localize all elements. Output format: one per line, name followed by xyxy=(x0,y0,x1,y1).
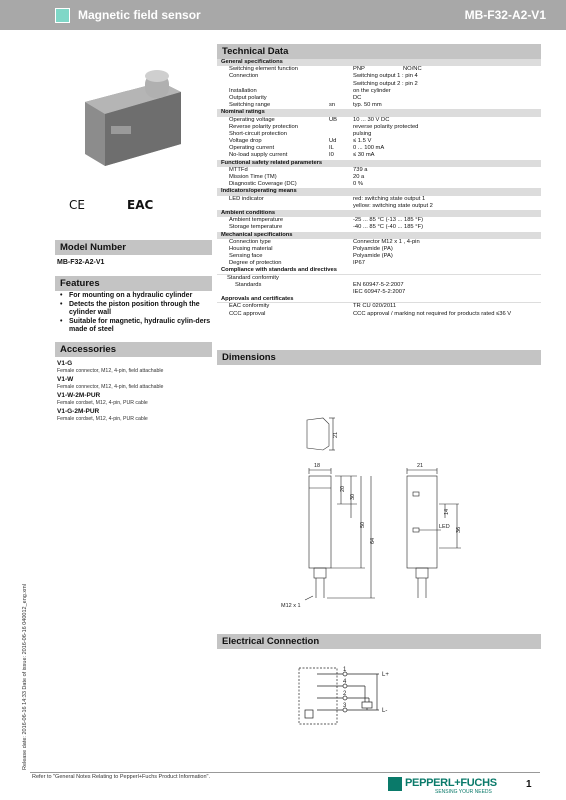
spec-row xyxy=(217,181,541,188)
spec-row xyxy=(217,303,541,310)
spec-group-heading: Indicators/operating means xyxy=(217,188,541,195)
spec-value: -40 ... 85 °C (-40 ... 185 °F) xyxy=(353,224,424,231)
spec-value: IEC 60947-5-2:2007 xyxy=(353,289,406,295)
accessory-name: V1-G xyxy=(57,360,73,367)
spec-row xyxy=(217,275,541,282)
spec-row xyxy=(217,95,541,102)
dim-50: 50 xyxy=(360,521,366,528)
spec-value: Polyamide (PA) xyxy=(353,245,393,252)
spec-label: Reverse polarity protection xyxy=(229,123,298,130)
spec-row xyxy=(217,66,541,73)
feature-item: • Suitable for magnetic, hydraulic cylin-ders made of steel xyxy=(57,318,212,335)
spec-value: typ. 50 mm xyxy=(353,102,382,109)
spec-label: Operating voltage xyxy=(229,116,275,123)
electrical-connection-heading: Electrical Connection xyxy=(217,634,541,649)
spec-value: CCC approval / marking not required for products rated ≤36 V xyxy=(353,310,512,317)
dim-21a: 21 xyxy=(333,431,339,438)
spec-label: Connection type xyxy=(229,238,271,245)
brand-logo xyxy=(388,777,500,793)
spec-value: IP67 xyxy=(353,260,365,267)
spec-label: Ambient temperature xyxy=(229,217,284,224)
pin-label: 4 xyxy=(343,679,347,685)
spec-label: Output polarity xyxy=(229,94,267,101)
dim-led: LED xyxy=(439,524,450,530)
dim-14: 14 xyxy=(444,508,450,515)
spec-label: CCC approval xyxy=(229,310,266,317)
accessory-desc: Female connector, M12, 4-pin, field attachable xyxy=(57,383,164,390)
spec-group-heading: Mechanical specifications xyxy=(217,232,541,239)
spec-value: EN 60947-5-2:2007 xyxy=(353,281,404,288)
product-photo xyxy=(71,62,191,172)
dimensions-heading: Dimensions xyxy=(217,350,541,365)
spec-label: Standards xyxy=(235,281,262,288)
spec-value: Polyamide (PA) xyxy=(353,253,393,260)
spec-symbol: IL xyxy=(329,145,334,152)
ce-mark: CE xyxy=(69,198,85,212)
technical-data-table xyxy=(217,59,541,318)
spec-label: No-load supply current xyxy=(229,152,288,159)
spec-value: TR CU 020/2011 xyxy=(353,303,397,310)
spec-row xyxy=(217,117,541,124)
accessory-name: V1-W xyxy=(57,376,74,383)
spec-value: Switching output 1 : pin 4 xyxy=(353,73,418,80)
spec-label: Short-circuit protection xyxy=(229,130,287,137)
spec-row xyxy=(217,253,541,260)
brand-name: PEPPERL+FUCHS xyxy=(405,777,497,789)
spec-label: Mission Time (TM) xyxy=(229,174,277,180)
page-header xyxy=(0,0,566,30)
product-category: Magnetic field sensor xyxy=(78,8,201,22)
spec-row xyxy=(217,282,541,289)
spec-value: PNP xyxy=(353,66,365,73)
brand-logo-icon xyxy=(388,777,402,791)
pin-label: 1 xyxy=(343,667,347,673)
footer-divider xyxy=(30,772,540,773)
dim-20: 20 xyxy=(340,485,346,492)
model-number: MB-F32-A2-V1 xyxy=(57,259,105,266)
spec-value: ≤ 1.5 V xyxy=(353,138,372,145)
accessory-desc: Female cordset, M12, 4-pin, PUR cable xyxy=(57,415,148,422)
spec-row xyxy=(217,174,541,181)
spec-row xyxy=(217,124,541,131)
spec-value: red: switching state output 1 xyxy=(353,195,426,202)
spec-label: Switching range xyxy=(229,102,271,109)
accessories-heading: Accessories xyxy=(55,342,212,357)
lminus-label: L- xyxy=(382,708,388,714)
dim-thread: M12 x 1 xyxy=(281,603,301,609)
spec-row xyxy=(217,289,541,296)
features-heading: Features xyxy=(55,276,212,291)
eac-mark: EAC xyxy=(127,198,154,212)
spec-group-heading: Approvals and certificates xyxy=(217,296,541,303)
wiring-diagram xyxy=(287,662,427,730)
header-square-icon xyxy=(55,8,70,23)
page-number: 1 xyxy=(526,779,532,790)
spec-value: 739 a xyxy=(353,166,368,173)
spec-label: Storage temperature xyxy=(229,224,283,231)
spec-group-heading: Ambient conditions xyxy=(217,210,541,217)
accessory-name: V1-G-2M-PUR xyxy=(57,408,100,415)
spec-label: Degree of protection xyxy=(229,260,282,267)
dimensions-drawing xyxy=(217,368,541,628)
feature-item: • For mounting on a hydraulic cylinder xyxy=(57,292,212,301)
accessory-name: V1-W-2M-PUR xyxy=(57,392,101,399)
spec-group-heading: Nominal ratings xyxy=(217,109,541,116)
spec-row xyxy=(217,131,541,138)
accessory-desc: Female connector, M12, 4-pin, field attachable xyxy=(57,367,164,374)
spec-group-heading: General specifications xyxy=(217,59,541,66)
spec-symbol: sn xyxy=(329,102,336,109)
spec-label: Installation xyxy=(229,87,257,94)
spec-group-heading: Functional safety related parameters xyxy=(217,160,541,167)
accessory-desc: Female cordset, M12, 4-pin, PUR cable xyxy=(57,399,148,406)
spec-row xyxy=(217,73,541,80)
spec-value: Switching output 2 : pin 2 xyxy=(353,80,418,87)
spec-value: pulsing xyxy=(353,130,372,137)
spec-symbol: UB xyxy=(329,116,338,123)
dim-18: 18 xyxy=(314,463,321,469)
spec-group-heading: Compliance with standards and directives xyxy=(217,267,541,274)
spec-row xyxy=(217,152,541,159)
spec-label: EAC conformity xyxy=(229,303,270,310)
spec-value: yellow: switching state output 2 xyxy=(353,202,433,209)
spec-value: 20 a xyxy=(353,174,365,180)
spec-value-2: NO/NC xyxy=(403,66,422,73)
feature-item: • Detects the piston position through the cylinder wall xyxy=(57,301,212,318)
lplus-label: L+ xyxy=(382,672,389,678)
spec-label: Operating current xyxy=(229,145,275,152)
spec-value: -25 ... 85 °C (-13 ... 185 °F) xyxy=(353,217,424,224)
spec-label: LED indicator xyxy=(229,195,264,202)
spec-row xyxy=(217,217,541,224)
spec-label: Housing material xyxy=(229,245,273,252)
spec-row xyxy=(217,196,541,203)
spec-symbol: Ud xyxy=(329,138,337,145)
spec-label: Switching element function xyxy=(229,66,298,73)
spec-row xyxy=(217,311,541,318)
accessories-list xyxy=(57,360,212,424)
spec-label: Connection xyxy=(229,73,259,80)
spec-label: MTTFd xyxy=(229,166,248,173)
dim-64: 64 xyxy=(370,537,376,544)
brand-slogan: SENSING YOUR NEEDS xyxy=(435,789,492,795)
spec-row xyxy=(217,81,541,88)
spec-label: Diagnostic Coverage (DC) xyxy=(229,181,297,188)
spec-value: Connector M12 x 1 , 4-pin xyxy=(353,238,420,245)
spec-value: 10 ... 30 V DC xyxy=(353,116,390,123)
spec-row xyxy=(217,239,541,246)
spec-row xyxy=(217,167,541,174)
spec-value: on the cylinder xyxy=(353,87,391,94)
spec-row xyxy=(217,138,541,145)
spec-label: Standard conformity xyxy=(227,274,279,281)
spec-label: Voltage drop xyxy=(229,138,262,145)
features-list xyxy=(57,292,212,335)
spec-row xyxy=(217,224,541,231)
dim-30: 30 xyxy=(350,493,356,500)
spec-value: reverse polarity protected xyxy=(353,123,419,130)
spec-value: 0 ... 100 mA xyxy=(353,145,385,152)
spec-row xyxy=(217,246,541,253)
product-code: MB-F32-A2-V1 xyxy=(464,8,546,22)
spec-row xyxy=(217,88,541,95)
spec-value: ≤ 30 mA xyxy=(353,152,375,159)
spec-row xyxy=(217,203,541,210)
technical-data-heading: Technical Data xyxy=(217,44,541,59)
footer-note: Refer to "General Notes Relating to Pepperl+Fuchs Product Information". xyxy=(32,774,211,780)
spec-value: DC xyxy=(353,94,362,101)
certification-marks xyxy=(69,198,154,214)
dim-36: 36 xyxy=(456,526,462,533)
spec-row xyxy=(217,260,541,267)
pin-label: 2 xyxy=(343,691,347,697)
spec-row xyxy=(217,102,541,109)
model-number-heading: Model Number xyxy=(55,240,212,255)
release-info: Release date: 2016-06-16 14:33 Date of issue: 2016-06-16 040012_eng.xml xyxy=(22,584,28,770)
pin-label: 3 xyxy=(343,703,347,709)
spec-row xyxy=(217,145,541,152)
spec-value: 0 % xyxy=(353,181,363,188)
spec-label: Sensing face xyxy=(229,253,263,260)
dim-21b: 21 xyxy=(417,463,424,469)
spec-symbol: I0 xyxy=(329,152,334,159)
